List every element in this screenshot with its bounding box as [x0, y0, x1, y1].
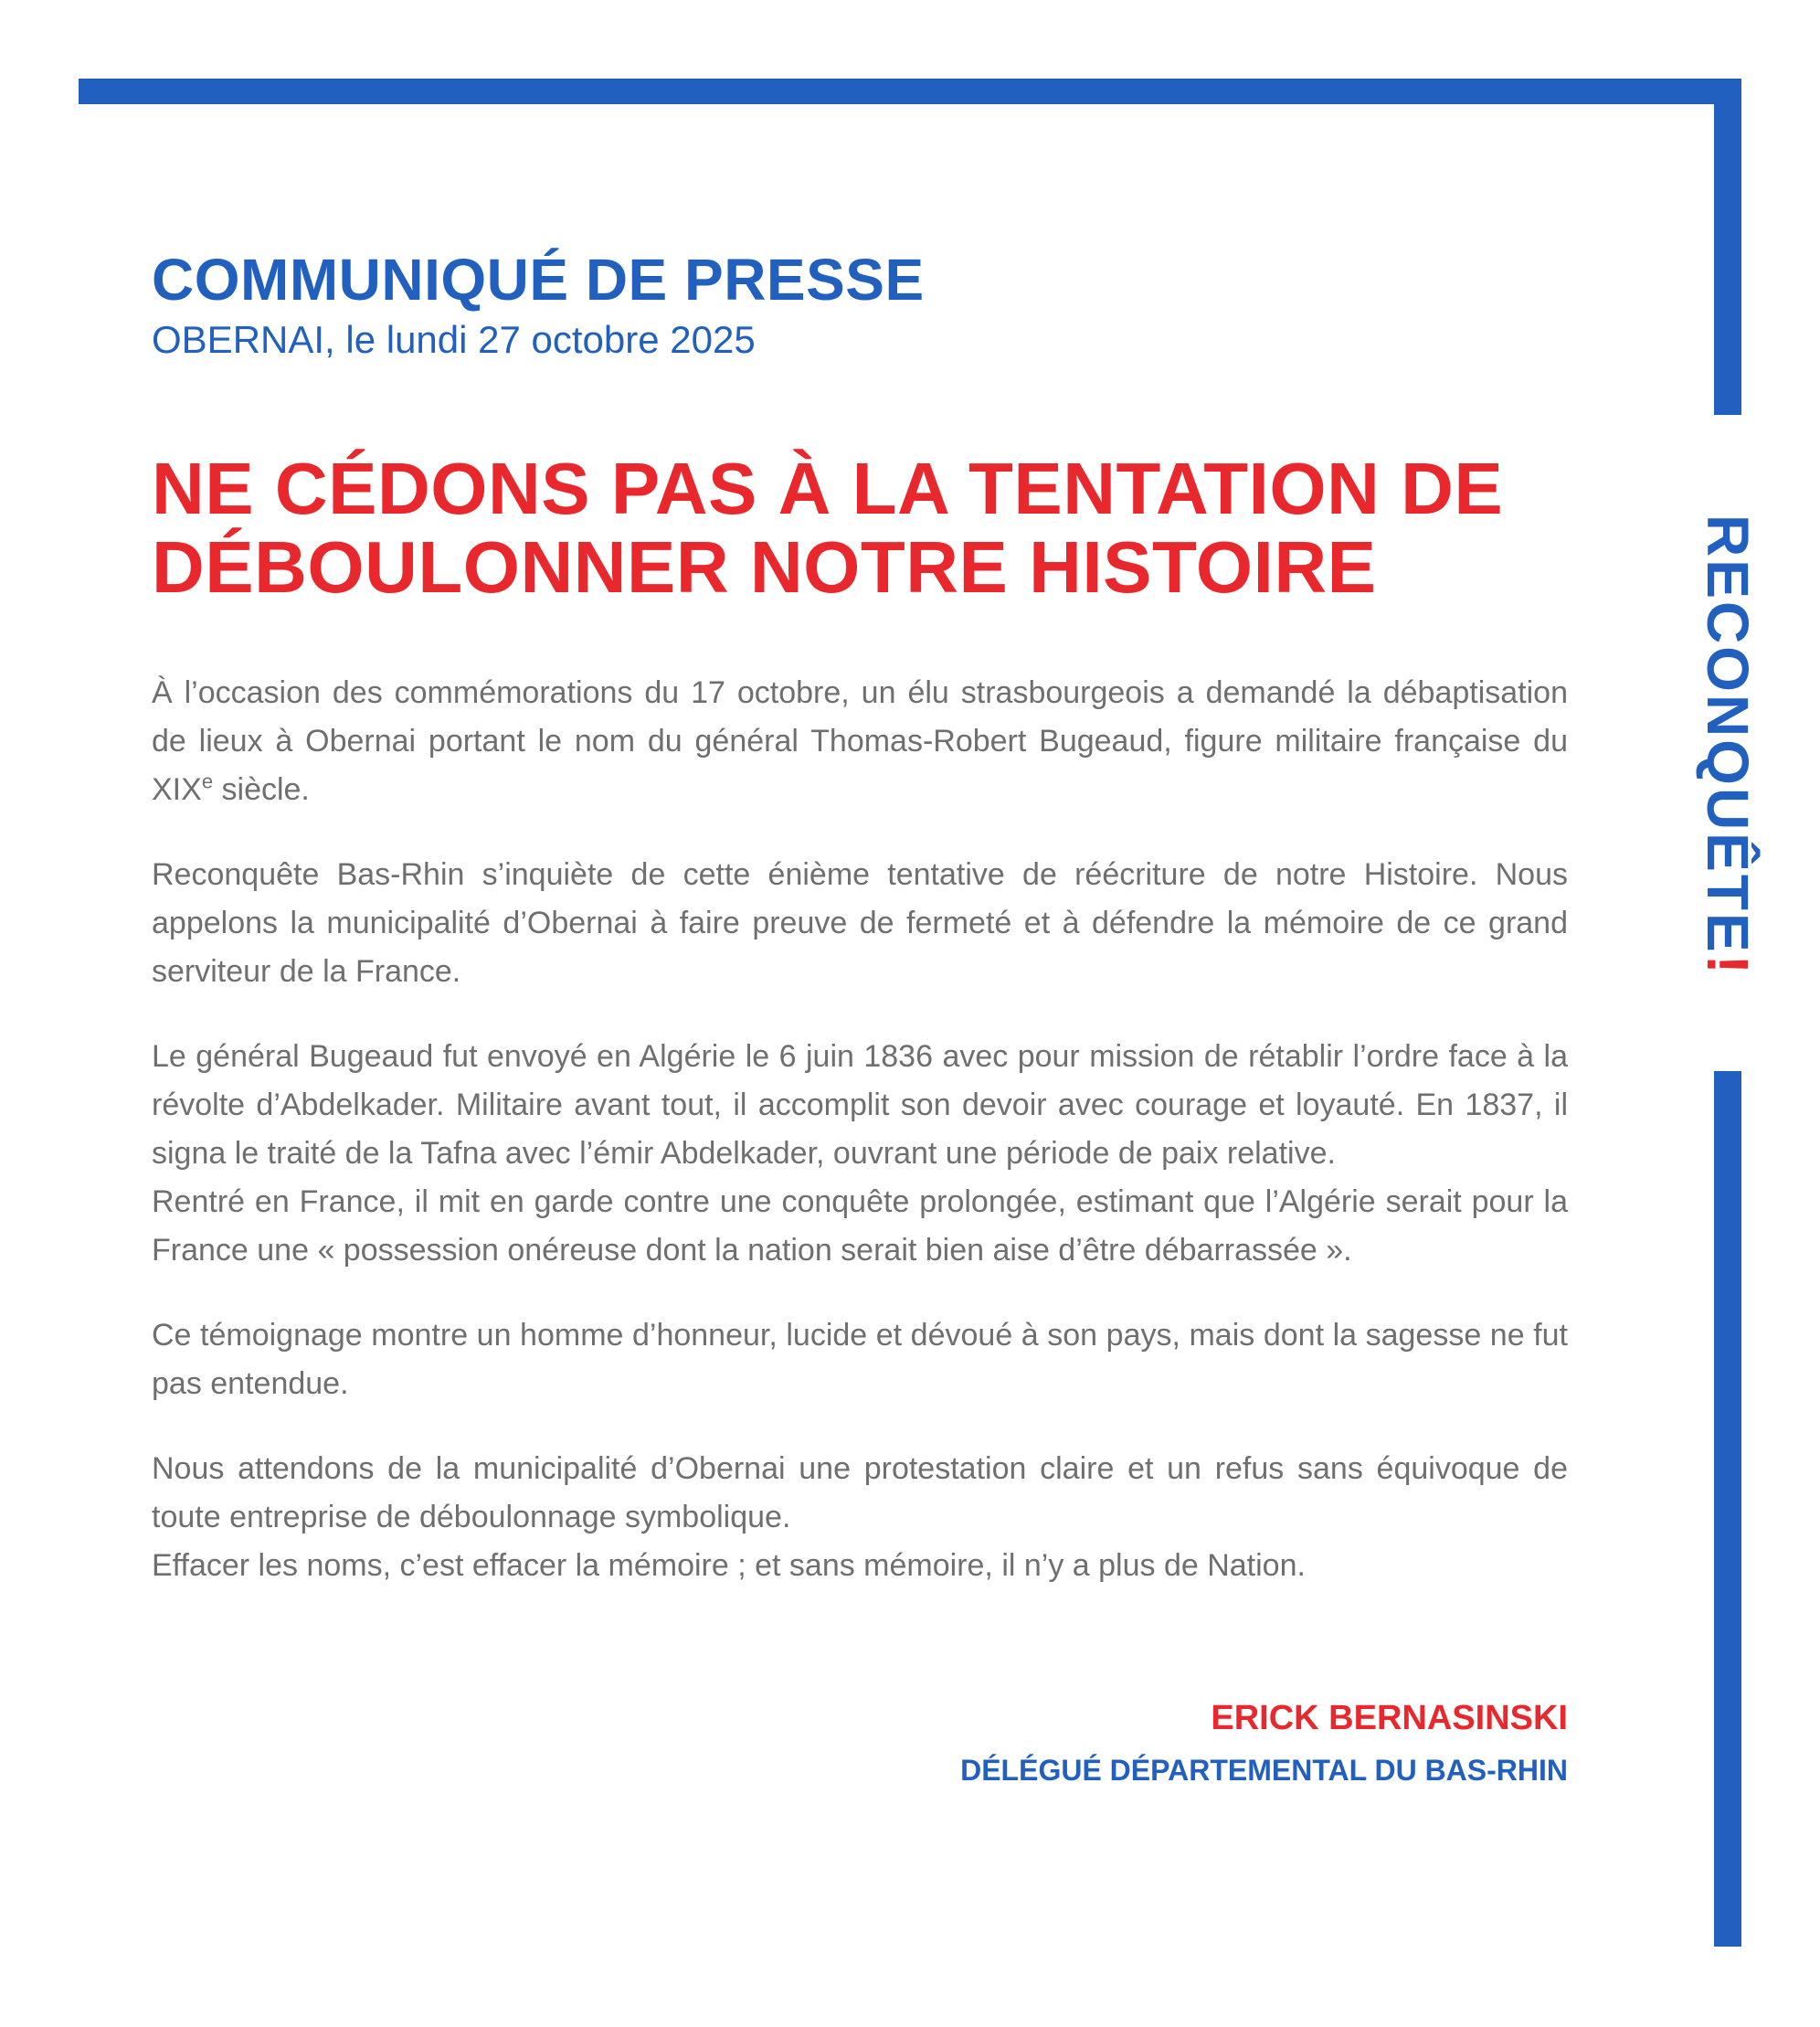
document-kicker: COMMUNIQUÉ DE PRESSE [152, 247, 925, 313]
paragraph-5-text-a: Nous attendons de la municipalité d’Obernai une protestation claire et un refus sans équivoque de toute entreprise de déboulonnage symbolique. [152, 1451, 1568, 1534]
frame-right-bar-upper [1714, 79, 1741, 415]
signature-block [960, 1696, 1568, 1789]
body-text [152, 669, 1568, 1590]
paragraph-1-end: siècle. [213, 772, 310, 807]
paragraph-3-text-a: Le général Bugeaud fut envoyé en Algérie le 6 juin 1836 avec pour mission de rétablir l’ordre face à la révolte d’Abdelkader. Militaire avant tout, il accomplit son devoir avec courage et loyauté. En 1837, il signa le traité de la Tafna avec l’émir Abdelkader, ouvrant une période de paix relative. [152, 1039, 1568, 1171]
logo-exclamation-mark: ! [1695, 954, 1761, 977]
paragraph-4-text: Ce témoignage montre un homme d’honneur, lucide et dévoué à son pays, mais dont la sagesse ne fut pas entendue. [152, 1318, 1568, 1401]
logo-wordmark: RECONQUÊTE [1695, 515, 1761, 955]
signatory-role: DÉLÉGUÉ DÉPARTEMENTAL DU BAS-RHIN [960, 1754, 1568, 1787]
paragraph-3 [152, 1033, 1568, 1275]
paragraph-2 [152, 851, 1568, 996]
paragraph-5-text-b: Effacer les noms, c’est effacer la mémoire ; et sans mémoire, il n’y a plus de Nation. [152, 1548, 1306, 1583]
headline-line-2: DÉBOULONNER NOTRE HISTOIRE [152, 526, 1377, 608]
paragraph-3-text-b: Rentré en France, il mit en garde contre une conquête prolongée, estimant que l’Algérie serait pour la France une « possession onéreuse dont la nation serait bien aise d’être débarrassée ». [152, 1184, 1568, 1268]
dateline: OBERNAI, le lundi 27 octobre 2025 [152, 318, 756, 361]
paragraph-1 [152, 669, 1568, 814]
paragraph-4 [152, 1311, 1568, 1408]
headline-line-1: NE CÉDONS PAS À LA TENTATION DE [152, 448, 1504, 529]
press-release [152, 247, 1568, 1787]
superscript-e: e [201, 769, 214, 793]
headline [152, 450, 1568, 607]
paragraph-2-text: Reconquête Bas-Rhin s’inquiète de cette énième tentative de réécriture de notre Histoire. Nous appelons la municipalité d’Obernai à faire preuve de fermeté et à défendre la mémoire de ce grand serviteur de la France. [152, 857, 1568, 989]
frame-right-bar-lower [1714, 1071, 1741, 1947]
signatory-name: ERICK BERNASINSKI [1211, 1699, 1568, 1737]
paragraph-5 [152, 1445, 1568, 1590]
frame-top-bar [79, 79, 1741, 104]
paragraph-1-main: À l’occasion des commémorations du 17 octobre, un élu strasbourgeois a demandé la débaptisation de lieux à Obernai portant le nom du général Thomas-Robert Bugeaud, figure militaire française du XIX [152, 675, 1568, 807]
paragraph-1-text [152, 669, 1568, 814]
